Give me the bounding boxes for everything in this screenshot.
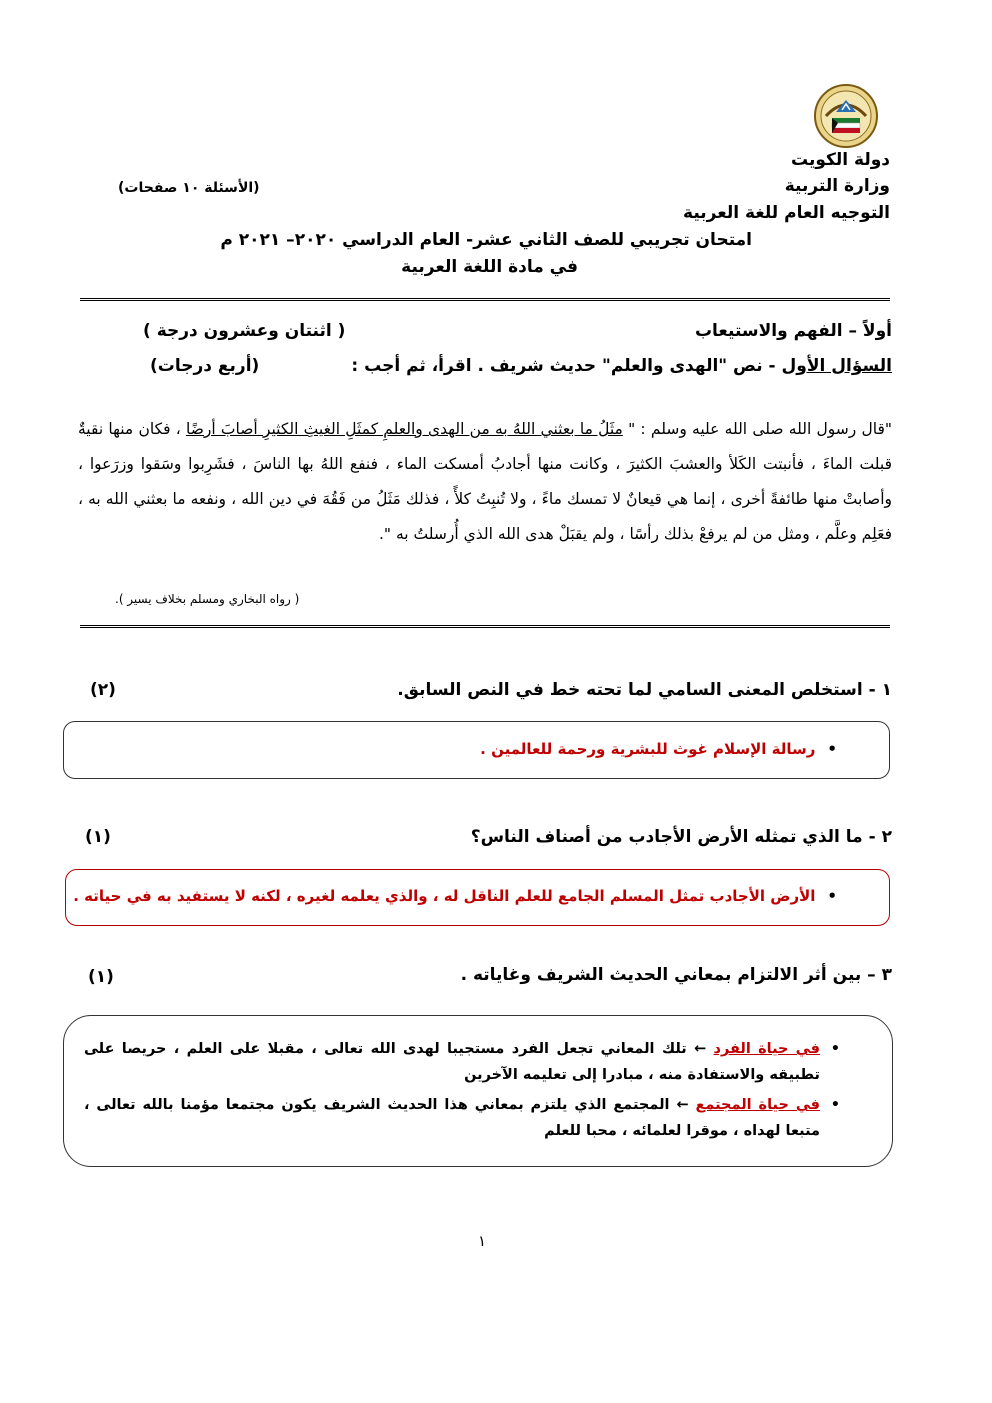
q3-individual-text: تلك المعاني تجعل الفرد مستجيبا لهدى الله تعالى ، مقبلا على العلم ، حريصا على تطبيقه والاستفادة منه ، مبادرا إلى تعليمه الآخرين bbox=[84, 1041, 820, 1083]
header-divider bbox=[80, 298, 890, 301]
pages-note: (الأسئلة ١٠ صفحات) bbox=[118, 180, 260, 196]
q2-answer-text: الأرض الأجادب تمثل المسلم الجامع للعلم الناقل له ، والذي يعلمه لغيره ، لكنه لا يستفيد به في حياته . bbox=[73, 887, 816, 905]
q2-answer-box bbox=[65, 869, 890, 926]
q3-answer-society bbox=[84, 1092, 840, 1144]
department-name: التوجيه العام للغة العربية bbox=[683, 203, 890, 223]
question1-label: السؤال الأول bbox=[781, 356, 892, 376]
passage-divider bbox=[80, 625, 890, 628]
q2-marks: (١) bbox=[85, 827, 111, 847]
q3-society-text: المجتمع الذي يلتزم بمعاني هذا الحديث الشريف يكون مجتمعا مؤمنا بالله تعالى ، متبعا لهداه ، موقرا لعلمائه ، محبا للعلم bbox=[84, 1097, 820, 1139]
q3-individual-label: في حياة الفرد bbox=[713, 1041, 820, 1057]
hadith-passage bbox=[78, 412, 892, 552]
page-number: ١ bbox=[478, 1232, 487, 1250]
bullet-icon: • bbox=[827, 740, 837, 758]
q2-text: ٢ - ما الذي تمثله الأرض الأجادب من أصناف الناس؟ bbox=[470, 827, 892, 847]
bullet-icon: • bbox=[827, 887, 837, 905]
q1-answer bbox=[480, 740, 837, 758]
passage-rest: ، فكان منها نقيةٌ قبلت الماءَ ، فأنبتت الكَلأ والعشبَ الكثيرَ ، وكانت منها أجادبُ أمسكت الماء ، فنفع اللهُ بها الناسَ ، فشَرِبوا وسَقوا وزرَعوا ، وأصابتْ منها طائفةً أخرى ، إنما هي قيعانٌ لا تمسك ماءً ، ولا تُنبِتُ كلأً ، فذلك مَثَلُ من فَقُهَ في دين الله ، ونفعه ما بعثني الله به ، فعَلِم وعلَّم ، ومثل من لم يرفعْ بذلك رأسًا ، ولم يقبَلْ هدى الله الذي أُرسلتُ به ". bbox=[78, 420, 892, 543]
left-arrow-icon: ← bbox=[694, 1041, 707, 1057]
exam-subject: في مادة اللغة العربية bbox=[401, 257, 578, 277]
section-title: أولاً – الفهم والاستيعاب bbox=[694, 321, 892, 341]
bullet-icon: • bbox=[830, 1097, 840, 1113]
q1-answer-box bbox=[63, 721, 890, 779]
q3-answer-box bbox=[63, 1015, 893, 1167]
left-arrow-icon: ← bbox=[676, 1097, 689, 1113]
passage-underlined: مثَلُ ما بعثني اللهُ به من الهدى والعلمِ كمثَلِ الغيثِ الكثيرِ أصابَ أرضًا bbox=[186, 420, 623, 438]
q3-society-label: في حياة المجتمع bbox=[695, 1097, 820, 1113]
q3-marks: (١) bbox=[88, 967, 114, 987]
question1-instruction: - نص "الهدى والعلم" حديث شريف . اقرأ، ثم أجب : bbox=[351, 356, 782, 376]
q3-answer-individual bbox=[84, 1036, 840, 1088]
q1-marks: (٢) bbox=[90, 680, 116, 700]
q1-answer-text: رسالة الإسلام غوث للبشرية ورحمة للعالمين . bbox=[480, 740, 816, 758]
question1-heading bbox=[351, 356, 892, 376]
country-name: دولة الكويت bbox=[790, 150, 890, 170]
q3-text: ٣ – بين أثر الالتزام بمعاني الحديث الشريف وغاياته . bbox=[460, 965, 892, 985]
kuwait-emblem-icon bbox=[812, 82, 880, 150]
exam-title: امتحان تجريبي للصف الثاني عشر- العام الدراسي ٢٠٢٠– ٢٠٢١ م bbox=[220, 230, 752, 250]
passage-lead: "قال رسول الله صلى الله عليه وسلم : " bbox=[622, 420, 892, 438]
q1-text: ١ - استخلص المعنى السامي لما تحته خط في النص السابق. bbox=[397, 680, 892, 700]
ministry-name: وزارة التربية bbox=[784, 176, 890, 196]
q3-answer-list bbox=[84, 1036, 840, 1144]
section-marks: ( اثنتان وعشرون درجة ) bbox=[143, 321, 346, 341]
q2-answer bbox=[73, 887, 837, 905]
passage-source: ( رواه البخاري ومسلم بخلاف يسير ). bbox=[115, 592, 300, 606]
question1-marks: (أربع درجات) bbox=[150, 356, 260, 376]
bullet-icon: • bbox=[830, 1041, 840, 1057]
